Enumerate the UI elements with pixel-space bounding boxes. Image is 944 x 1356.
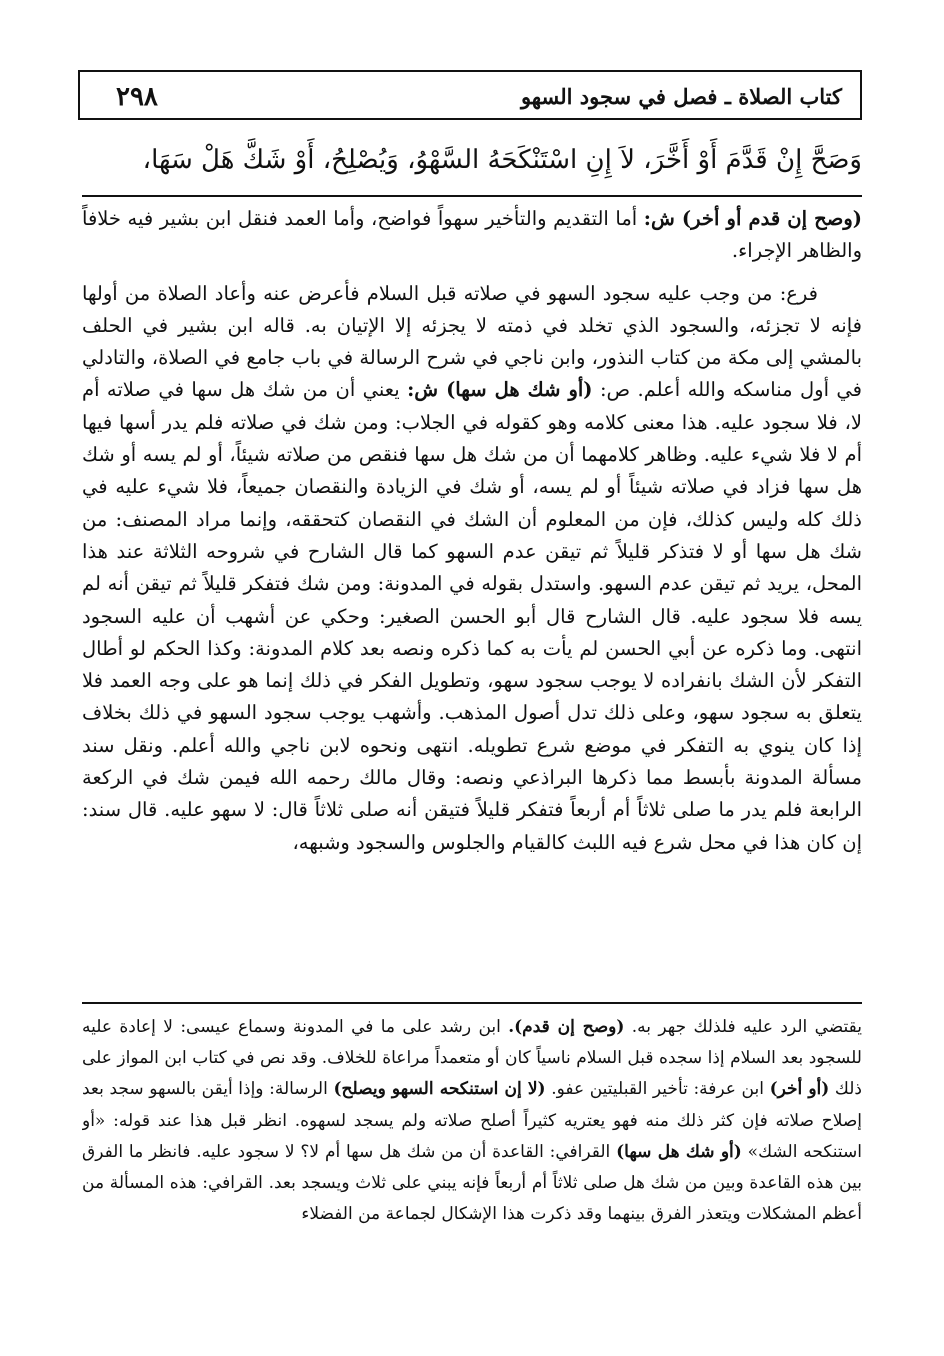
- book-page: [78, 70, 874, 1340]
- page-header: [78, 70, 862, 120]
- footnote-text: يقتضي الرد عليه فلذلك جهر به.: [631, 1017, 862, 1037]
- lemma: (وصح إن قدم أو أخر) ش:: [643, 207, 862, 230]
- footnote-text: الرسالة: وإذا أيقن بالسهو سجد بعد إصلاح صلاته فإن كثر ذلك منه فهو يعتريه كثيراً أصلح صلاته ولم يسجد لسهوه. انظر قبل هذا عند قوله: «أو استنكحه الشك»: [82, 1079, 862, 1162]
- paragraph-text: يعني أن من شك هل سها في صلاته أم لا، فلا سجود عليه. هذا معنى كلامه وهو كقوله في الجلاب: ومن شك في صلاته فلم يدر أسها فيها أم لا فلا شيء عليه. وظاهر كلامهما أن من شك هل سها فنقص من صلاته شيئاً، أو لم يسه أو شك هل سها فزاد في صلاته شيئاً أو لم يسه، أو شك في الزيادة والنقصان جميعاً، فلا شيء عليه في ذلك كله وليس كذلك، فإن من المعلوم أن الشك في النقصان كتحققه، وإنما مراد المصنف: من شك هل سها أو لا فتذكر قليلاً ثم تيقن عدم السهو كما قال الشارح في شروحه الثلاثة عند هذا المحل، يريد ثم تيقن عدم السهو. واستدل بقوله في المدونة: ومن شك فتفكر قليلاً ثم تيقن أنه لم يسه فلا سجود عليه. قال الشارح قال أبو الحسن الصغير: وحكي عن أشهب أن عليه السجود انتهى. وما ذكره عن أبي الحسن لم يأت به كما ذكره ونصه بعد كلام المدونة: وكذا الحكم لو أطال التفكر لأن الشك بانفراده لا يوجب سجود سهو، وتطويل الفكر في ذلك إنما هو على وجه العمد فلا يتعلق به سجود سهو، وعلى ذلك تدل أصول المذهب. وأشهب يوجب سجود السهو في ذلك بخلاف إذا كان ينوي به التفكر في موضع شرع تطويله. انتهى ونحوه لابن ناجي والله أعلم. ونقل سند مسألة المدونة بأبسط مما ذكرها البراذعي ونصه: وقال مالك رحمه الله فيمن شك في الركعة الرابعة فلم يدر ما صلى ثلاثاً أم أربعاً فتفكر قليلاً فتيقن أنه صلى ثلاثاً قال: لا سهو عليه. قال سند: إن كان هذا في محل شرع فيه اللبث كالقيام والجلوس والسجود وشبهه،: [82, 378, 862, 854]
- paragraph-text: أما التقديم والتأخير سهواً فواضح، وأما العمد فنقل ابن بشير فيه خلافاً والظاهر الإجراء.: [82, 207, 862, 263]
- footnote-lemma: (وصح إن قدم).: [508, 1017, 625, 1037]
- footnotes: [82, 1012, 862, 1340]
- footnote-lemma: (أو شك هل سها): [616, 1141, 742, 1162]
- lemma: (أو شك هل سها) ش:: [407, 378, 593, 402]
- page-number: ٢٩٨: [116, 82, 158, 112]
- running-title: كتاب الصلاة ـ فصل في سجود السهو: [520, 84, 842, 109]
- footnote-lemma: (أو أخر): [769, 1079, 830, 1100]
- commentary-paragraph-1: [82, 203, 862, 268]
- footnote-text: ابن عرفة: تأخير القبليتين عفو.: [545, 1079, 770, 1100]
- paragraph-text: فرع: من وجب عليه سجود السهو في صلاته قبل السلام فأعرض عنه وأعاد الصلاة من أولها فإنه لا تجزئه، والسجود الذي تخلد في ذمته لا يجزئه إلا الإتيان به. قاله ابن بشير في الحلف بالمشي إلى مكة من كتاب النذور، وابن ناجي في شرح الرسالة في باب جامع في الصلاة، والتادلي في أول مناسكه والله أعلم. ص:: [82, 281, 862, 402]
- commentary-paragraph-2: [82, 278, 862, 859]
- footnote-lemma: (لا إن استنكحه السهو ويصلح): [333, 1079, 546, 1100]
- footnote-divider: [82, 1002, 862, 1004]
- matn-text: وَصَحَّ إِنْ قَدَّمَ أَوْ أَخَّرَ، لاَ إِنِ اسْتَنْكَحَهُ السَّهْوُ، وَيُصْلِحُ، أَوْ شَكَّ هَلْ سَهَا،: [142, 145, 862, 175]
- footnote-text: ابن رشد على ما في المدونة وسماع عيسى: لا إعادة عليه للسجود بعد السلام إذا سجده قبل السلام ناسياً كان أو متعمداً مراعاة للخلاف. وقد نص في كتاب ابن المواز على ذلك: [82, 1017, 862, 1100]
- footnote-text: القرافي: القاعدة أن من شك هل سها أم لا؟ لا سجود عليه. فانظر ما الفرق بين هذه القاعدة وبين من شك هل صلى ثلاثاً أم أربعاً فإنه يبني على ثلاث ويسجد بعد. القرافي: هذه المسألة من أعظم المشكلات ويتعذر الفرق بينهما وقد ذكرت هذا الإشكال لجماعة من الفضلاء: [82, 1141, 862, 1225]
- footnote-paragraph: [82, 1012, 862, 1230]
- commentary-body: [82, 203, 862, 997]
- matn-divider: [82, 195, 862, 197]
